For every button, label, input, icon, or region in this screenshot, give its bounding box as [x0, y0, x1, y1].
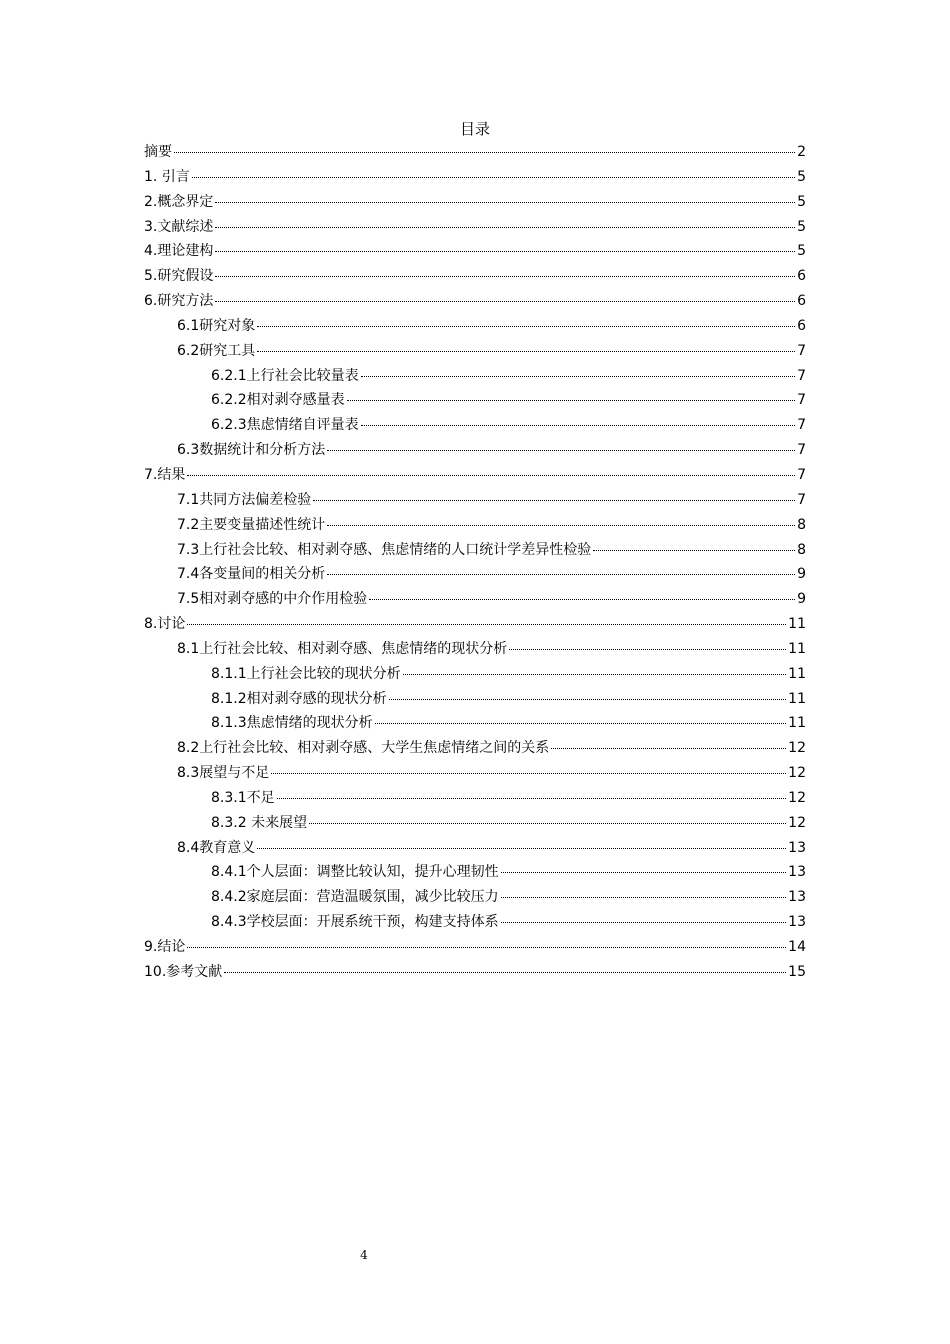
toc-entry-page: 11: [788, 690, 806, 707]
dot-leader: [215, 227, 795, 228]
toc-entry-page: 11: [788, 665, 806, 682]
toc-entry[interactable]: [144, 638, 806, 663]
toc-entry-page: 13: [788, 839, 806, 856]
toc-entry-label: 2.概念界定: [144, 193, 214, 210]
toc-entry-label: 7.1共同方法偏差检验: [177, 491, 312, 508]
toc-entry-page: 7: [797, 367, 806, 384]
dot-leader: [215, 301, 795, 302]
dot-leader: [369, 599, 795, 600]
toc-entry-label: 8.3展望与不足: [177, 765, 270, 782]
toc-entry-page: 5: [797, 218, 806, 235]
toc-entry-label: 9.结论: [144, 939, 186, 955]
toc-entry-page: 5: [797, 193, 806, 210]
toc-entry-label: 5.研究假设: [144, 268, 214, 285]
toc-entry-page: 13: [788, 864, 806, 881]
toc-entry-label: 6.研究方法: [144, 293, 214, 310]
toc-entry-label: 8.4教育意义: [177, 839, 256, 856]
toc-entry[interactable]: [144, 787, 806, 812]
dot-leader: [361, 425, 795, 426]
toc-entry-page: 6: [797, 268, 806, 285]
toc-title: 目录: [459, 120, 490, 138]
dot-leader: [389, 699, 787, 700]
dot-leader: [215, 276, 795, 277]
dot-leader: [551, 748, 786, 749]
toc-entry-label: 7.2主要变量描述性统计: [177, 516, 326, 533]
toc-entry-page: 6: [797, 293, 806, 310]
toc-entry-page: 15: [788, 963, 806, 980]
dot-leader: [224, 972, 786, 973]
toc-entry[interactable]: [144, 762, 806, 787]
toc-entry-page: 14: [788, 939, 806, 955]
toc-entry-page: 8: [797, 516, 806, 533]
dot-leader: [174, 152, 795, 153]
dot-leader: [501, 897, 787, 898]
toc-entry-page: 7: [797, 491, 806, 508]
dot-leader: [215, 202, 795, 203]
dot-leader: [501, 922, 787, 923]
toc-entry-label: 4.理论建构: [144, 243, 214, 260]
toc-entry-label: 8.3.2 未来展望: [211, 814, 308, 831]
toc-entry-page: 12: [788, 765, 806, 782]
toc-entry-page: 5: [797, 243, 806, 260]
toc-entry-page: 13: [788, 914, 806, 931]
toc-entry[interactable]: [144, 389, 806, 414]
toc-entry-label: 1. 引言: [144, 168, 190, 185]
toc-entry[interactable]: [144, 439, 806, 464]
toc-entry-label: 7.3上行社会比较、相对剥夺感、焦虑情绪的人口统计学差异性检验: [177, 541, 592, 558]
toc-entry-label: 6.1研究对象: [177, 317, 256, 334]
toc-entry[interactable]: [144, 290, 806, 315]
toc-entry-label: 8.3.1不足: [211, 789, 275, 806]
dot-leader: [361, 376, 795, 377]
toc-entry-page: 6: [797, 317, 806, 334]
toc-entry-label: 6.2.3焦虑情绪自评量表: [211, 417, 359, 434]
dot-leader: [501, 872, 787, 873]
toc-entry[interactable]: [144, 265, 806, 290]
toc-entry-page: 11: [788, 640, 806, 657]
toc-entry-label: 8.2上行社会比较、相对剥夺感、大学生焦虑情绪之间的关系: [177, 740, 550, 757]
toc-entry-label: 8.1.1上行社会比较的现状分析: [211, 665, 401, 682]
toc-entry-label: 8.4.3学校层面：开展系统干预，构建支持体系: [211, 914, 499, 931]
dot-leader: [187, 624, 786, 625]
toc-entry[interactable]: [144, 489, 806, 514]
toc-entry[interactable]: [144, 539, 806, 564]
dot-leader: [187, 947, 786, 948]
dot-leader: [509, 649, 786, 650]
toc-entry-label: 8.讨论: [144, 616, 186, 633]
toc-entry-page: 12: [788, 814, 806, 831]
toc-entry-label: 8.1.3焦虑情绪的现状分析: [211, 715, 373, 732]
toc-entry[interactable]: [144, 166, 806, 191]
dot-leader: [257, 326, 795, 327]
dot-leader: [313, 500, 795, 501]
toc-entry[interactable]: [144, 886, 806, 911]
toc-entry-page: 7: [797, 466, 806, 483]
dot-leader: [277, 798, 787, 799]
toc-entry[interactable]: [144, 688, 806, 713]
dot-leader: [347, 400, 795, 401]
toc-entry-label: 8.1.2相对剥夺感的现状分析: [211, 690, 387, 707]
dot-leader: [403, 674, 787, 675]
toc-entry-label: 8.4.1个人层面：调整比较认知，提升心理韧性: [211, 864, 499, 881]
toc-entry-page: 7: [797, 392, 806, 409]
toc-entry-label: 6.2研究工具: [177, 342, 256, 359]
toc-entry-page: 5: [797, 168, 806, 185]
toc-entry[interactable]: [144, 737, 806, 762]
toc-entry[interactable]: [144, 837, 806, 862]
toc-entry-label: 6.2.1上行社会比较量表: [211, 367, 359, 384]
dot-leader: [271, 773, 786, 774]
toc-entry-page: 7: [797, 417, 806, 434]
dot-leader: [192, 177, 795, 178]
toc-entry[interactable]: [144, 141, 806, 166]
toc-entry-label: 3.文献综述: [144, 218, 214, 235]
toc-entry-page: 7: [797, 442, 806, 459]
toc-entry-label: 8.4.2家庭层面：营造温暖氛围，减少比较压力: [211, 889, 499, 906]
toc-entry[interactable]: [144, 191, 806, 216]
toc-entry[interactable]: [144, 588, 806, 613]
page-number: 4: [360, 1248, 368, 1262]
toc-entry-page: 12: [788, 789, 806, 806]
toc-entry[interactable]: [144, 340, 806, 365]
toc-entry-label: 10.参考文献: [144, 963, 223, 980]
toc-entry[interactable]: [144, 365, 806, 390]
toc-entry[interactable]: [144, 712, 806, 737]
toc-entry[interactable]: [144, 240, 806, 265]
toc-entry-page: 13: [788, 889, 806, 906]
dot-leader: [375, 723, 787, 724]
toc-entry-page: 9: [797, 591, 806, 608]
table-of-contents: [144, 141, 806, 986]
dot-leader: [257, 848, 786, 849]
toc-entry[interactable]: [144, 563, 806, 588]
toc-entry-label: 摘要: [144, 144, 172, 160]
dot-leader: [327, 525, 795, 526]
toc-entry-label: 7.结果: [144, 466, 186, 483]
toc-entry-label: 6.2.2相对剥夺感量表: [211, 392, 345, 409]
toc-entry[interactable]: [144, 514, 806, 539]
toc-entry[interactable]: [144, 812, 806, 837]
toc-entry-page: 9: [797, 566, 806, 583]
toc-entry[interactable]: [144, 861, 806, 886]
toc-entry[interactable]: [144, 613, 806, 638]
toc-entry[interactable]: [144, 961, 806, 986]
toc-entry-page: 11: [788, 616, 806, 633]
toc-entry-page: 7: [797, 342, 806, 359]
toc-entry[interactable]: [144, 315, 806, 340]
toc-entry-label: 7.5相对剥夺感的中介作用检验: [177, 591, 368, 608]
toc-entry-page: 12: [788, 740, 806, 757]
dot-leader: [215, 251, 795, 252]
toc-entry[interactable]: [144, 936, 806, 961]
dot-leader: [593, 550, 795, 551]
toc-entry[interactable]: [144, 216, 806, 241]
toc-entry-label: 6.3数据统计和分析方法: [177, 442, 326, 459]
toc-entry[interactable]: [144, 464, 806, 489]
dot-leader: [327, 450, 795, 451]
toc-entry-page: 2: [797, 144, 806, 160]
dot-leader: [187, 475, 795, 476]
toc-entry[interactable]: [144, 663, 806, 688]
toc-entry-page: 8: [797, 541, 806, 558]
dot-leader: [309, 823, 786, 824]
toc-entry-label: 8.1上行社会比较、相对剥夺感、焦虑情绪的现状分析: [177, 640, 508, 657]
toc-entry-page: 11: [788, 715, 806, 732]
toc-entry[interactable]: [144, 414, 806, 439]
toc-entry[interactable]: [144, 911, 806, 936]
toc-entry-label: 7.4各变量间的相关分析: [177, 566, 326, 583]
dot-leader: [257, 351, 795, 352]
dot-leader: [327, 574, 795, 575]
